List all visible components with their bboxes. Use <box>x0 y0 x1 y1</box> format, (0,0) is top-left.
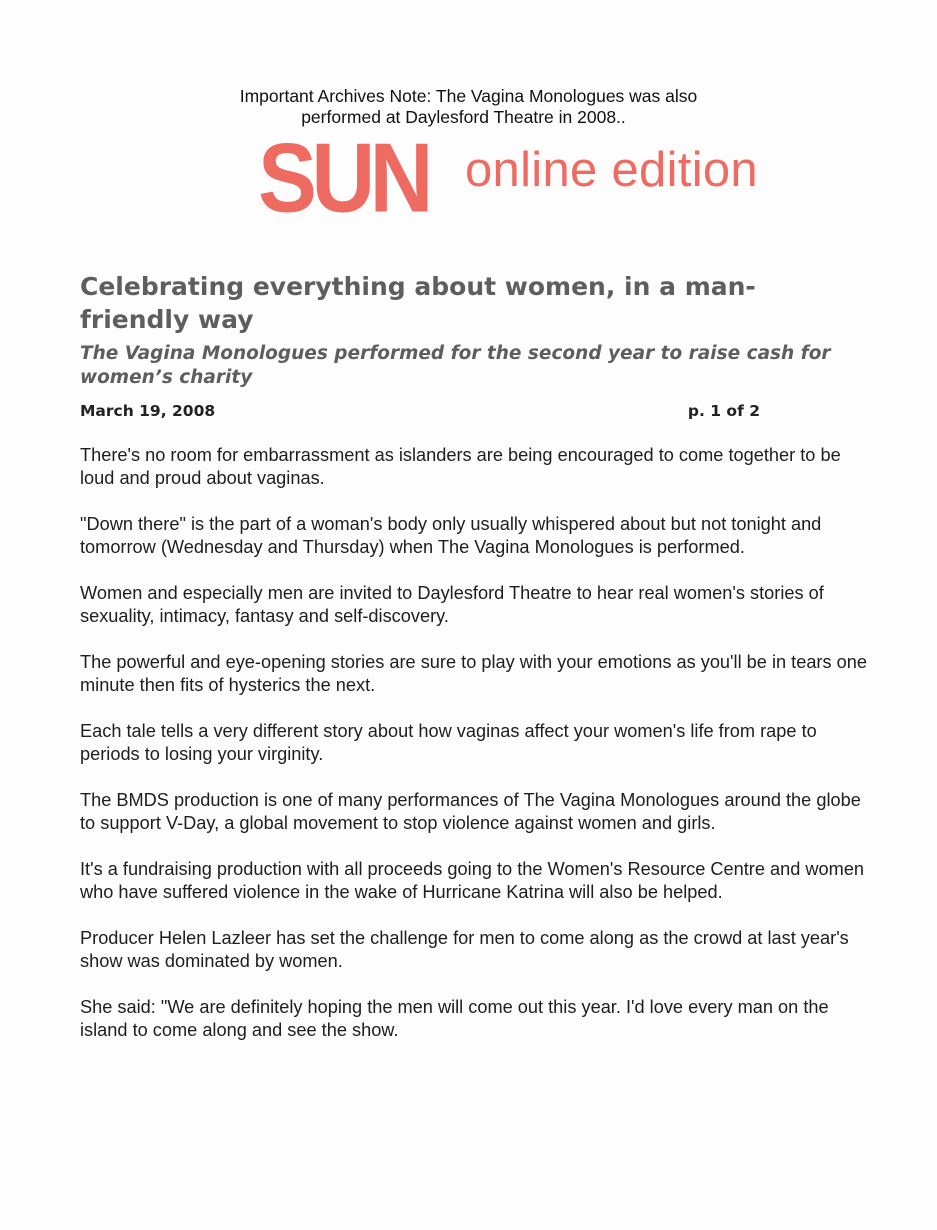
article-paragraph: Each tale tells a very different story about how vaginas affect your women's life from rape to periods to losing your virginity. <box>80 721 817 764</box>
article-subheadline: The Vagina Monologues performed for the second year to raise cash for women’s charity <box>80 343 831 388</box>
article-paragraph: The powerful and eye-opening stories are sure to play with your emotions as you'll be in tears one minute then fits of hysterics the next. <box>80 652 867 695</box>
article-paragraph: "Down there" is the part of a woman's body only usually whispered about but not tonight and tomorrow (Wednesday and Thursday) when The Vagina Monologues is performed. <box>80 514 822 557</box>
page-number: p. 1 of 2 <box>687 402 760 420</box>
sun-logo: SUN <box>258 123 428 234</box>
article-date: March 19, 2008 <box>80 402 216 420</box>
article-body <box>80 444 870 1065</box>
article-paragraph: Women and especially men are invited to Daylesford Theatre to hear real women's stories of sexuality, intimacy, fantasy and self-discovery. <box>80 583 824 626</box>
article-headline: Celebrating everything about women, in a man-friendly way <box>80 272 756 334</box>
archives-note-line-1: Important Archives Note: The Vagina Monologues was also <box>239 86 698 106</box>
archives-note <box>0 86 937 128</box>
article-paragraph: There's no room for embarrassment as islanders are being encouraged to come together to be loud and proud about vaginas. <box>80 445 841 488</box>
article-paragraph: Producer Helen Lazleer has set the challenge for men to come along as the crowd at last year's show was dominated by women. <box>80 928 849 971</box>
edition-label: online edition <box>465 143 758 197</box>
article-paragraph: She said: "We are definitely hoping the men will come out this year. I'd love every man on the island to come along and see the show. <box>80 997 829 1040</box>
article-paragraph: The BMDS production is one of many performances of The Vagina Monologues around the globe to support V-Day, a global movement to stop violence against women and girls. <box>80 790 861 833</box>
masthead <box>258 123 818 234</box>
article-paragraph: It's a fundraising production with all proceeds going to the Women's Resource Centre and women who have suffered violence in the wake of Hurricane Katrina will also be helped. <box>80 859 865 902</box>
article-meta <box>80 402 760 422</box>
archives-note-line-2: performed at Daylesford Theatre in 2008.. <box>301 107 626 127</box>
